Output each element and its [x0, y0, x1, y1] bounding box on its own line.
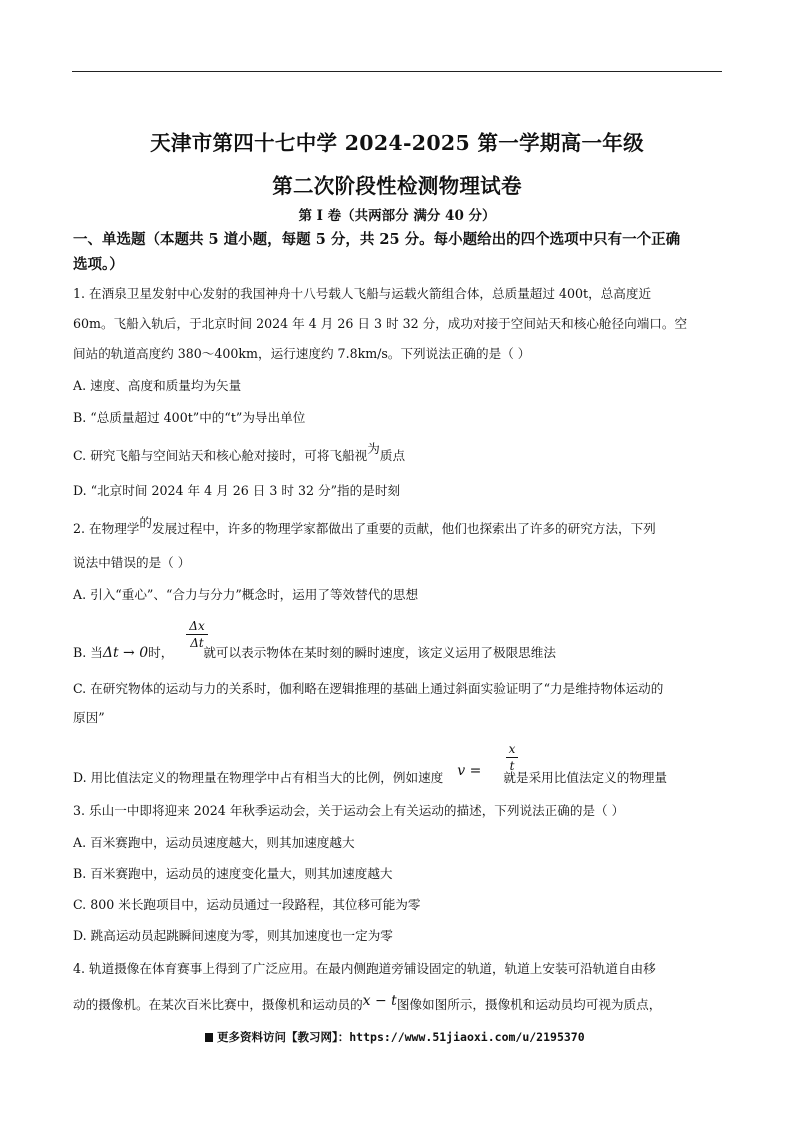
q1-option-a: A. 速度、高度和质量均为矢量	[73, 378, 242, 393]
q3-stem: 3. 乐山一中即将迎来 2024 年秋季运动会，关于运动会上有关运动的描述，下列说法正确的是（ ）	[73, 803, 625, 818]
q2-frac-numerator: Δx	[189, 619, 205, 633]
q2-option-d-math: v =	[457, 763, 482, 779]
q1-option-c-tail: 质点	[379, 448, 406, 463]
q2-option-d-text: D. 用比值法定义的物理量在物理学中占有相当大的比例，例如速度	[73, 770, 444, 785]
q2-stem-text: 2. 在物理学	[73, 521, 140, 536]
q4-stem-tail: 图像如图所示，摄像机和运动员均可视为质点，	[396, 997, 662, 1012]
q2-option-d-fraction	[506, 742, 518, 773]
q3-option-b: B. 百米赛跑中，运动员的速度变化量大，则其加速度越大	[73, 866, 393, 881]
q4-stem-math: x − t	[362, 993, 397, 1009]
q1-option-b: B. “总质量超过 400t”中的“t”为导出单位	[73, 410, 306, 425]
q2-option-b	[73, 642, 556, 661]
q2-option-b-label: B. 当	[73, 645, 103, 660]
q2-stem-line1	[73, 515, 656, 537]
q2-option-b-fraction	[186, 619, 208, 650]
q2-stem-tail: 发展过程中，许多的物理学家都做出了重要的贡献，他们也探索出了许多的研究方法，下列	[152, 521, 656, 536]
q2-stem-line2: 说法中错误的是（ ）	[73, 555, 191, 570]
exam-title-line2: 第二次阶段性检测物理试卷	[272, 174, 522, 198]
q1-option-c	[73, 441, 406, 464]
q2-d-frac-numerator: x	[508, 742, 516, 756]
q4-stem-text: 动的摄像机。在某次百米比赛中，摄像机和运动员的	[73, 997, 363, 1012]
q3-option-d: D. 跳高运动员起跳瞬间速度为零，则其加速度也一定为零	[73, 928, 393, 943]
q2-frac-denominator: Δt	[190, 636, 204, 650]
q2-d-frac-denominator: t	[509, 759, 515, 773]
q2-option-d-tail: 就是采用比值法定义的物理量	[503, 770, 668, 785]
section-heading: 一、单选题（本题共 5 道小题，每题 5 分，共 25 分。每小题给出的四个选项中只有一个正确	[73, 231, 681, 248]
footer-link[interactable]	[205, 1029, 585, 1045]
q1-stem-line2: 60m。飞船入轨后，于北京时间 2024 年 4 月 26 日 3 时 32 分，成功对接于空间站天和核心舱径向端口。空	[73, 316, 688, 331]
q3-option-a: A. 百米赛跑中，运动员速度越大，则其加速度越大	[73, 835, 355, 850]
q2-option-b-text: 就可以表示物体在某时刻的瞬时速度，该定义运用了极限思维法	[203, 645, 556, 660]
q2-option-b-mid: 时，	[148, 645, 174, 660]
section-heading-cont: 选项。）	[73, 256, 124, 273]
q2-option-c-line2: 原因”	[73, 710, 105, 725]
q4-stem-line2	[73, 994, 661, 1013]
q2-stem-raised: 的	[139, 515, 152, 530]
header-rule	[72, 71, 722, 72]
q1-stem-line3: 间站的轨道高度约 380～400km，运行速度约 7.8km/s。下列说法正确的是（ ）	[73, 346, 531, 361]
q1-option-c-text: C. 研究飞船与空间站天和核心舱对接时，可将飞船视	[73, 448, 368, 463]
q1-option-d: D. “北京时间 2024 年 4 月 26 日 3 时 32 分”指的是时刻	[73, 483, 401, 498]
footer-text[interactable]: 更多资料访问【教习网】：https://www.51jiaoxi.com/u/2195370	[217, 1030, 585, 1044]
q2-option-d	[73, 763, 668, 786]
flag-icon	[205, 1033, 213, 1042]
q2-option-a: A. 引入“重心”、“合力与分力”概念时，运用了等效替代的思想	[73, 587, 419, 602]
q2-option-b-math: Δt → 0	[102, 645, 149, 661]
q2-option-c-line1: C. 在研究物体的运动与力的关系时，伽利略在逻辑推理的基础上通过斜面实验证明了“力是维持物体运动的	[73, 681, 664, 696]
q4-stem-line1: 4. 轨道摄像在体育赛事上得到了广泛应用。在最内侧跑道旁铺设固定的轨道，轨道上安装可沿轨道自由移	[73, 961, 656, 976]
q3-option-c: C. 800 米长跑项目中，运动员通过一段路程，其位移可能为零	[73, 897, 421, 912]
q1-stem-line1: 1. 在酒泉卫星发射中心发射的我国神舟十八号载人飞船与运载火箭组合体，总质量超过 400t，总高度近	[73, 286, 652, 301]
exam-title-line1: 天津市第四十七中学 2024-2025 第一学期高一年级	[150, 131, 644, 155]
q1-option-c-raised: 为	[367, 441, 380, 456]
exam-subtitle: 第 I 卷（共两部分 满分 40 分）	[298, 208, 496, 224]
